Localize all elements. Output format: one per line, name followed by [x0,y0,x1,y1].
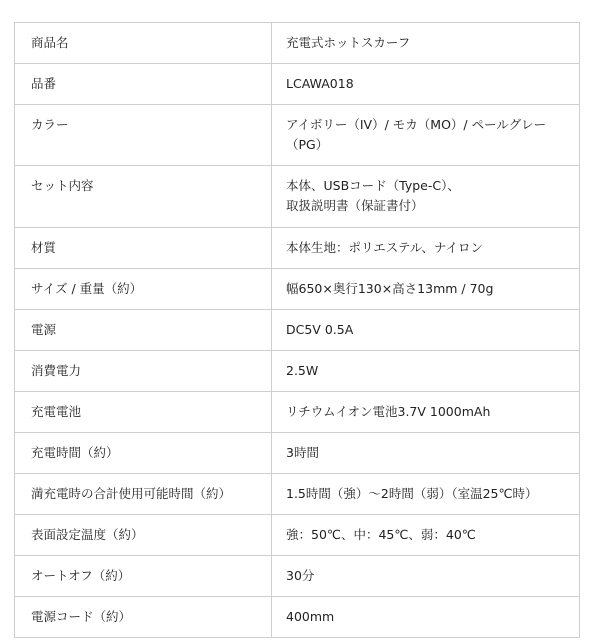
row-label: 表面設定温度（約） [15,515,272,556]
table-row [15,556,580,597]
table-row [15,23,580,64]
row-label: 消費電力 [15,351,272,392]
row-value: 本体生地：ポリエステル、ナイロン [272,228,580,269]
row-label: 電源 [15,310,272,351]
row-label: セット内容 [15,166,272,228]
row-label: 満充電時の合計使用可能時間（約） [15,474,272,515]
row-value: 強：50℃、中：45℃、弱：40℃ [272,515,580,556]
row-label: 品番 [15,64,272,105]
row-label: オートオフ（約） [15,556,272,597]
row-value: DC5V 0.5A [272,310,580,351]
table-row [15,597,580,638]
row-value-line: 取扱説明書（保証書付） [286,198,424,213]
row-label: 商品名 [15,23,272,64]
table-row [15,351,580,392]
row-value: リチウムイオン電池3.7V 1000mAh [272,392,580,433]
table-row [15,310,580,351]
row-value: 400mm [272,597,580,638]
row-label: 電源コード（約） [15,597,272,638]
table-row [15,269,580,310]
table-row [15,515,580,556]
row-label: カラー [15,105,272,166]
row-label: 充電電池 [15,392,272,433]
table-row [15,105,580,166]
table-row [15,228,580,269]
row-value: 1.5時間（強）～2時間（弱）（室温25℃時） [272,474,580,515]
table-row [15,392,580,433]
table-row [15,433,580,474]
table-row [15,474,580,515]
row-value-line: 本体、USBコード（Type-C）、 [286,178,460,193]
row-value: 幅650×奥行130×高さ13mm / 70g [272,269,580,310]
row-value: LCAWA018 [272,64,580,105]
table-row [15,166,580,228]
table-row [15,64,580,105]
row-value: 30分 [272,556,580,597]
row-value: 2.5W [272,351,580,392]
spec-table [14,22,580,638]
row-label: サイズ / 重量（約） [15,269,272,310]
row-value [272,166,580,228]
row-value: 3時間 [272,433,580,474]
row-value: アイボリー（IV）/ モカ（MO）/ ペールグレー（PG） [272,105,580,166]
row-label: 充電時間（約） [15,433,272,474]
row-value: 充電式ホットスカーフ [272,23,580,64]
row-label: 材質 [15,228,272,269]
